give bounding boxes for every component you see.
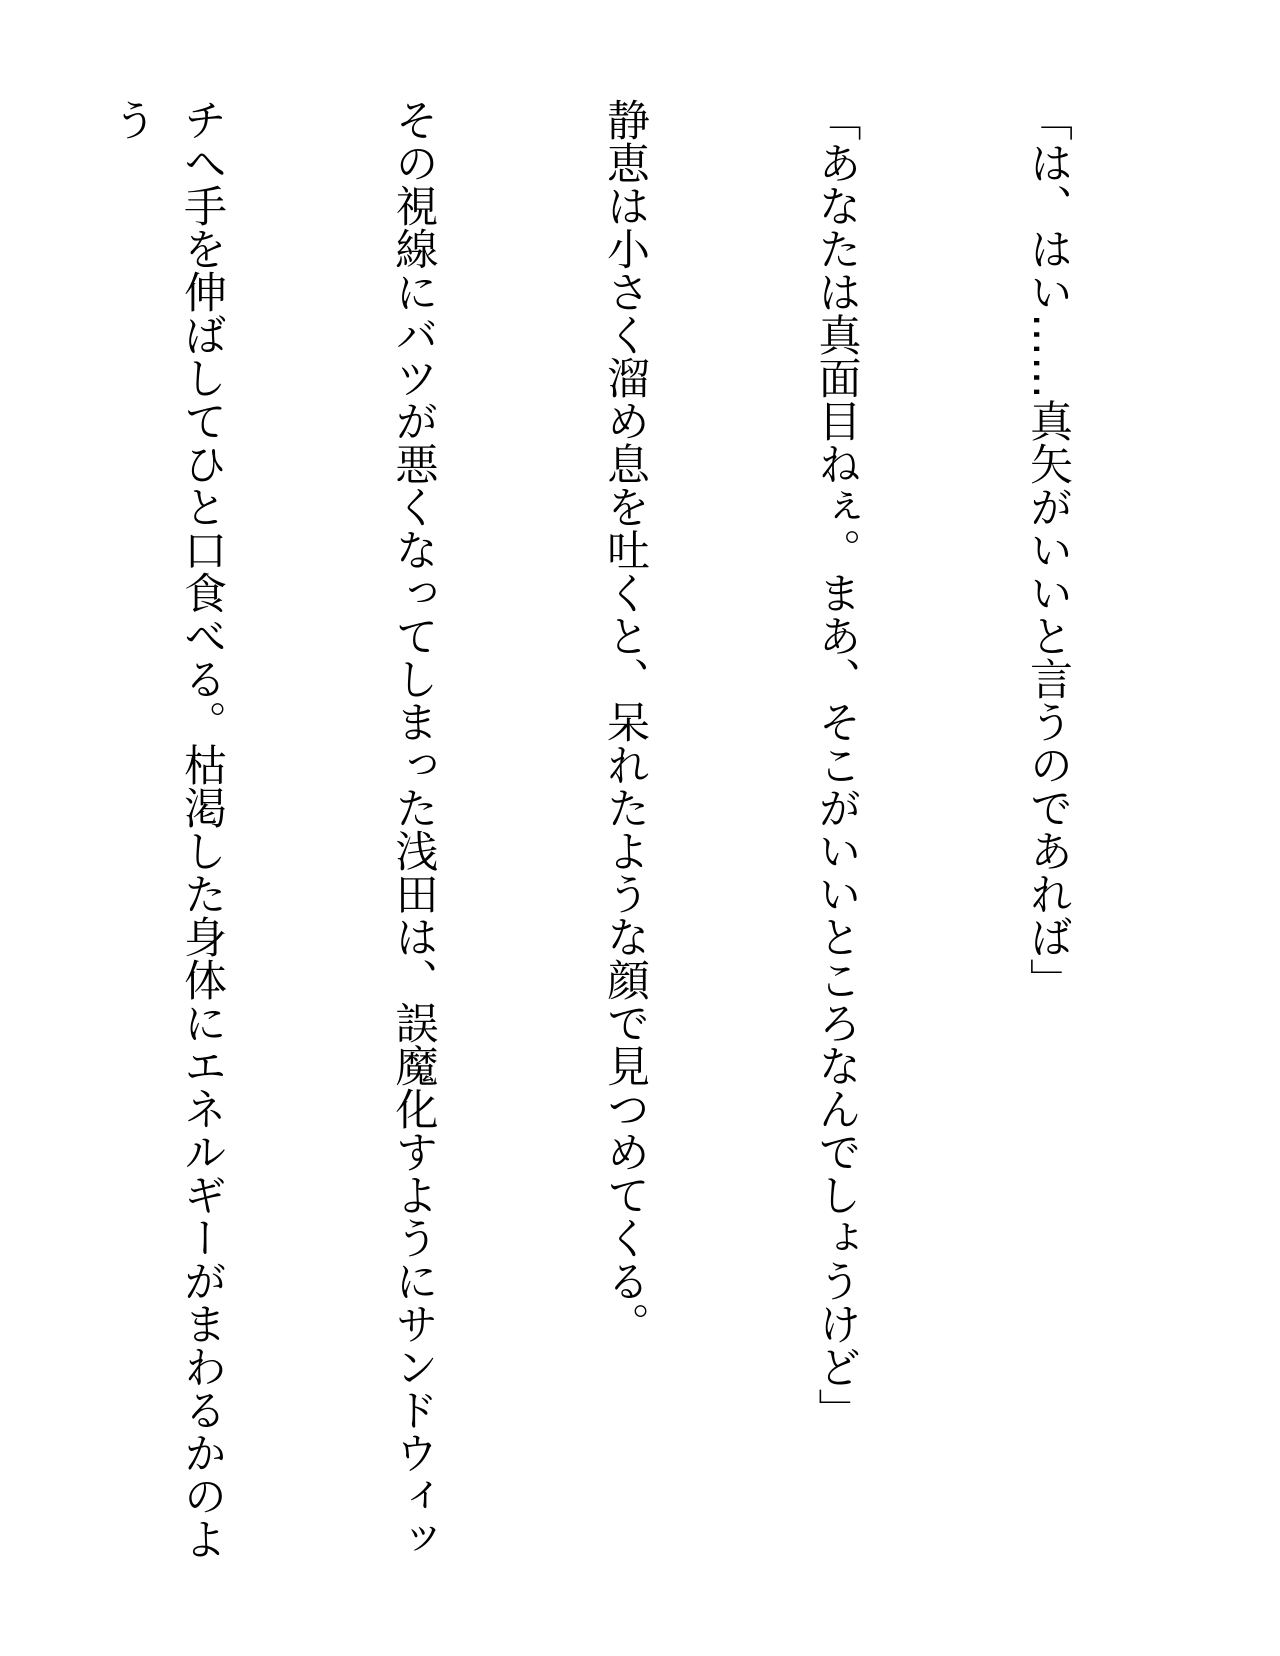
text-line: 静恵は小さく溜め息を吐くと、呆れたような顔で見つめてくる。 <box>600 98 650 1345</box>
vertical-text-body <box>0 98 1224 1598</box>
text-line: 「は、はい……真矢がいいと言うのであれば」 <box>1023 98 1073 1001</box>
text-line: 「あなたは真面目ねぇ。まあ、そこがいいところなんでしょうけど」 <box>811 98 862 1431</box>
text-line: チへ手を伸ばしてひと口食べる。枯渇した身体にエネルギーがまわるかのよう <box>106 98 227 1560</box>
text-line: その視線にバツが悪くなってしまった浅田は、誤魔化すようにサンドウィッ <box>388 98 439 1560</box>
